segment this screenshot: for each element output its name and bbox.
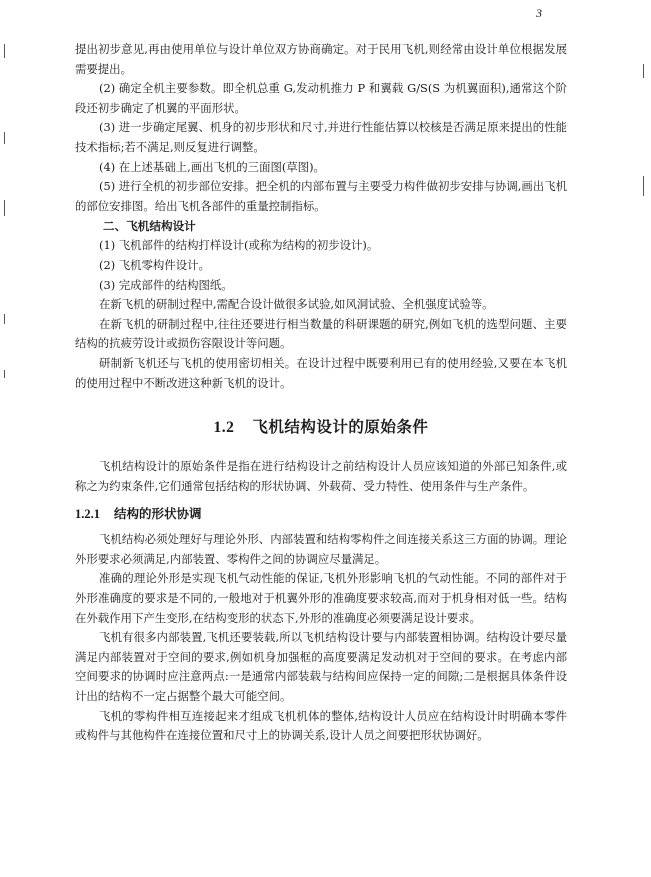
body-paragraph: 飞机结构必须处理好与理论外形、内部装置和结构零构件之间连接关系这三方面的协调。理论外形要求必须满足,内部装置、零构件之间的协调应尽量满足。 <box>75 532 567 566</box>
section-number: 1.2 <box>213 419 235 437</box>
body-paragraph: 准确的理论外形是实现飞机气动性能的保证,飞机外形影响飞机的气动性能。不同的部件对于外形准确度的要求是不同的,一般地对于机翼外形的准确度要求较高,而对于机身相对低一些。结构在外载作用下产生变形,在结构变形的状态下,外形的准确度必须要满足设计要求。 <box>75 571 567 625</box>
design-step-3: (3) 进一步确定尾翼、机身的初步形状和尺寸,并进行性能估算以校核是否满足原来提出的性能技术指标;若不满足,则反复进行调整。 <box>75 120 567 154</box>
scan-edge-mark <box>4 44 5 58</box>
design-step-5: (5) 进行全机的初步部位安排。把全机的内部布置与主要受力构件做初步安排与协调,画出飞机的部位安排图。给出飞机各部件的重量控制指标。 <box>75 179 567 213</box>
body-paragraph: 飞机的零构件相互连接起来才组成飞机机体的整体,结构设计人员应在结构设计时明确本零件或构件与其他构件在连接位置和尺寸上的协调关系,设计人员之间要把形状协调好。 <box>75 708 567 743</box>
structure-step-2: (2) 飞机零构件设计。 <box>99 257 210 272</box>
subsection-number: 1.2.1 <box>75 507 100 522</box>
scan-edge-mark <box>4 200 5 216</box>
section-heading <box>75 415 567 437</box>
page-content <box>75 40 567 746</box>
scan-edge-mark <box>643 176 644 196</box>
structure-design-heading: 二、飞机结构设计 <box>103 219 196 234</box>
subsection-heading <box>75 504 567 522</box>
subsection-title: 结构的形状协调 <box>114 506 202 522</box>
structure-step-1: (1) 飞机部件的结构打样设计(或称为结构的初步设计)。 <box>99 238 379 253</box>
design-step-2: (2) 确定全机主要参数。即全机总重 G,发动机推力 P 和翼载 G/S(S 为机翼面积),通常这个阶段还初步确定了机翼的平面形状。 <box>75 81 567 115</box>
scan-edge-mark <box>643 64 644 78</box>
body-paragraph: 在新飞机的研制过程中,往往还要进行相当数量的科研课题的研究,例如飞机的选型问题、主要结构的抗疲劳设计或损伤容限设计等问题。 <box>75 316 567 351</box>
section-title: 飞机结构设计的原始条件 <box>252 418 429 437</box>
body-paragraph: 在新飞机的研制过程中,需配合设计做很多试验,如风洞试验、全机强度试验等。 <box>99 297 494 312</box>
structure-step-3: (3) 完成部件的结构图纸。 <box>99 277 233 292</box>
body-paragraph: 研制新飞机还与飞机的使用密切相关。在设计过程中既要利用已有的使用经验,又要在本飞机的使用过程中不断改进这种新飞机的设计。 <box>75 355 567 390</box>
page-number: 3 <box>536 6 542 20</box>
body-paragraph: 飞机有很多内部装置,飞机还要装载,所以飞机结构设计要与内部装置相协调。结构设计要尽量满足内部装置对于空间的要求,例如机身加强框的高度要满足发动机对于空间的要求。在考虑内部空间要求的协调时应注意两点:一是通常内部装载与结构间应保持一定的间隙;二是根据具体条件设计出的结构不一定占据整个最大可能空间。 <box>75 630 567 704</box>
intro-paragraph: 提出初步意见,再由使用单位与设计单位双方协商确定。对于民用飞机,则经常由设计单位根据发展需要提出。 <box>75 42 567 76</box>
scan-edge-mark <box>4 132 5 144</box>
scan-edge-mark <box>4 314 5 324</box>
section-intro-paragraph: 飞机结构设计的原始条件是指在进行结构设计之前结构设计人员应该知道的外部已知条件,或称之为约束条件,它们通常包括结构的形状协调、外载荷、受力特性、使用条件与生产条件。 <box>75 459 567 493</box>
design-step-4: (4) 在上述基础上,画出飞机的三面图(草图)。 <box>99 159 325 174</box>
scan-edge-mark <box>4 370 5 378</box>
